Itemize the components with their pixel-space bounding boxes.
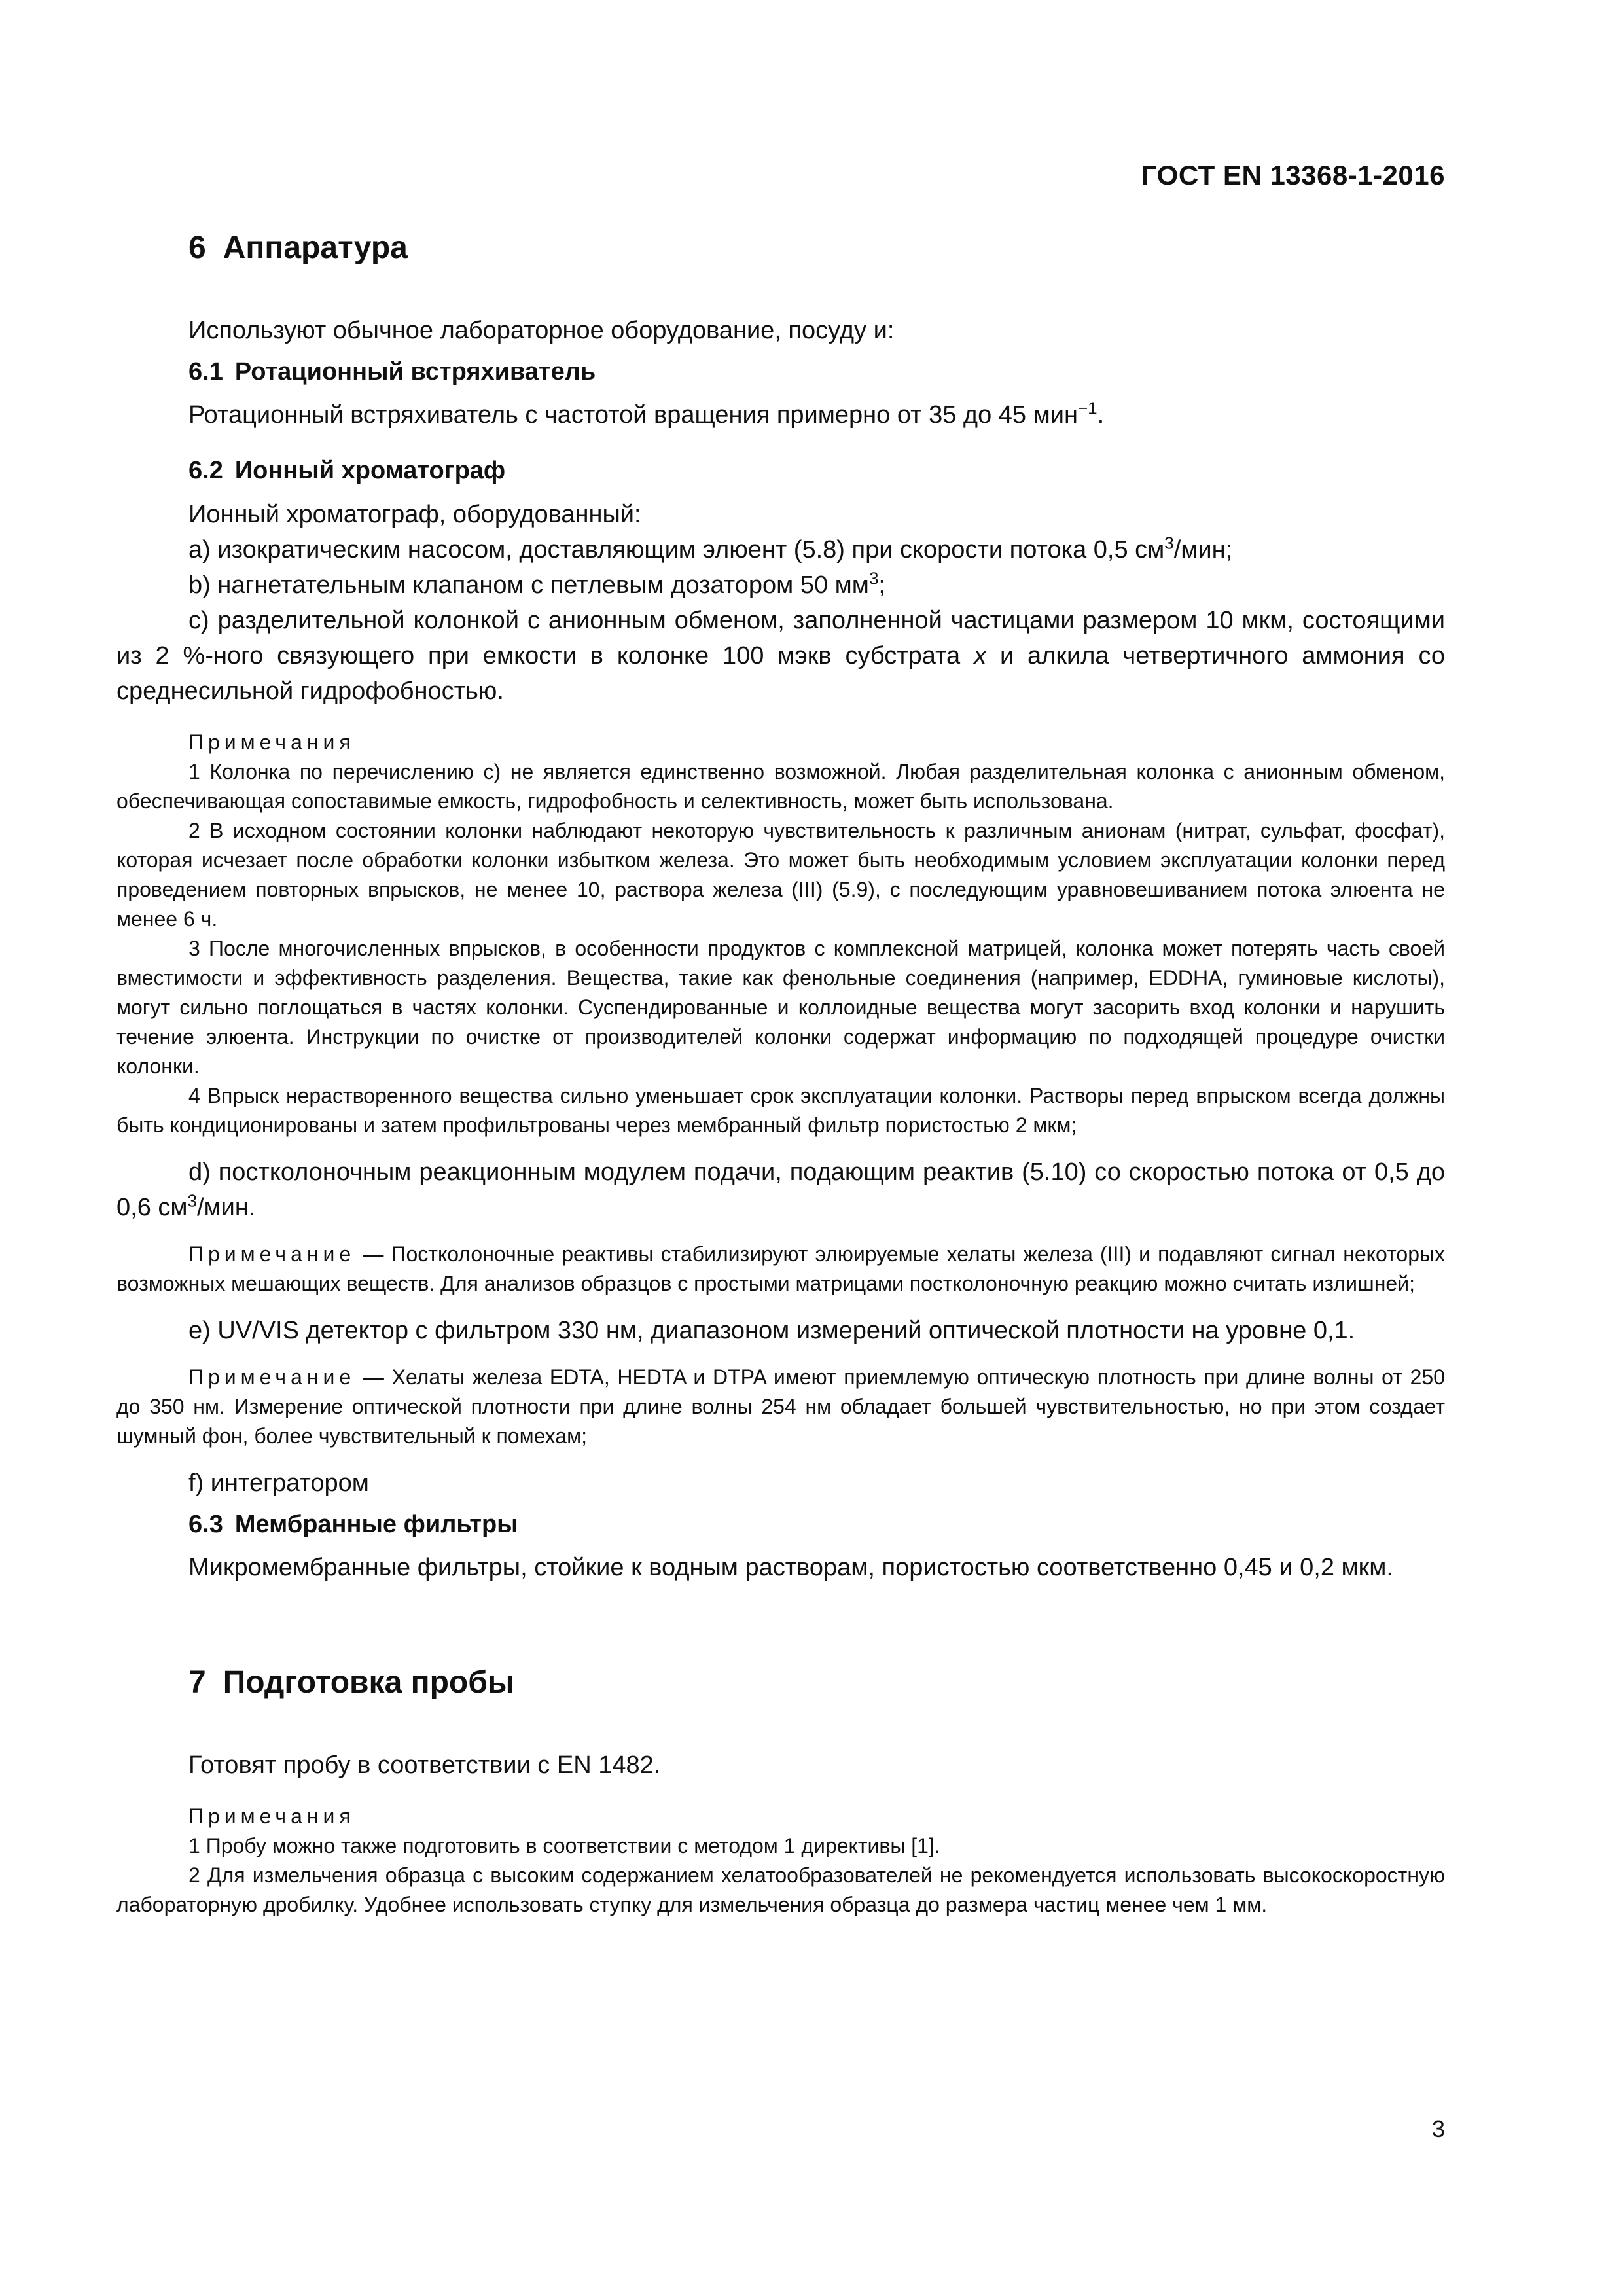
- subsection-6-3-heading: [188, 1510, 1445, 1540]
- subsection-6-1-text: [116, 397, 1445, 433]
- list-item-b-tail: ;: [878, 571, 885, 599]
- section-6-heading: [188, 229, 1445, 267]
- section-6-title: Аппаратура: [223, 230, 408, 265]
- subsection-6-3-title: Мембранные фильтры: [234, 1510, 518, 1538]
- list-item-f: f) интегратором: [188, 1469, 369, 1497]
- standard-code-header: ГОСТ EN 13368-1-2016: [1141, 160, 1445, 190]
- spacer: [116, 1585, 1445, 1664]
- spacer: [116, 1140, 1445, 1155]
- list-item-c-italic: х: [974, 641, 987, 670]
- page-content: [116, 229, 1445, 1920]
- note-4: 4 Впрыск нерастворенного вещества сильно уменьшает срок эксплуатации колонки. Растворы перед впрыском всегда должны быть кондиционированы и затем профильтрованы через мембранный фильтр пористостью 2 мкм;: [116, 1083, 1445, 1137]
- list-item-d-sup: 3: [187, 1191, 197, 1211]
- subsection-6-2-heading: [188, 456, 1445, 486]
- note-item-d: [116, 1240, 1445, 1299]
- list-item-b: [116, 567, 1445, 603]
- spacer: [116, 1299, 1445, 1313]
- subsection-6-1-sup: −1: [1077, 398, 1097, 418]
- document-page: [116, 0, 1445, 2296]
- section-7-note-2: 2 Для измельчения образца с высоким содержанием хелатообразователей не рекомендуется использовать высокоскоростную лабораторную дробилку. Удобнее использовать ступку для измельчения образца до размера частиц менее чем 1 мм.: [116, 1863, 1445, 1916]
- page-number: 3: [1431, 2115, 1445, 2142]
- section-7-note-1: 1 Пробу можно также подготовить в соответствии с методом 1 директивы [1].: [188, 1833, 940, 1857]
- section-7-text: Готовят пробу в соответствии с EN 1482.: [188, 1751, 661, 1779]
- section-7-number: 7: [188, 1665, 206, 1700]
- subsection-6-1-number: 6.1: [188, 357, 223, 386]
- section-6-intro: Используют обычное лабораторное оборудование, посуду и:: [188, 316, 895, 344]
- list-item-c-text-start: с) разделительной колонкой с анионным обменом, заполненной частицами размером 10 мкм, состоящими из 2 %-ного связующего при емкости в колонке 100 мэкв субстрата: [116, 606, 1445, 670]
- note-item-d-text: — Постколоночные реактивы стабилизируют элюируемые хелаты железа (III) и подавляют сигнал некоторых возможных мешающих веществ. Для анализов образцов с простыми матрицами постколоночную реакцию можно считать излишней;: [116, 1242, 1445, 1295]
- list-item-a-sup: 3: [1164, 533, 1174, 553]
- subsection-6-2-title: Ионный хроматограф: [234, 457, 506, 485]
- note-3: 3 После многочисленных впрысков, в особенности продуктов с комплексной матрицей, колонка может потерять часть своей вместимости и эффективность разделения. Вещества, такие как фенольные соединения (например, EDDHA, гуминовые кислоты), могут сильно поглощаться в частях колонки. Суспендированные и коллоидные вещества могут засорить вход колонки и нарушить течение элюента. Инструкции по очистке от производителей колонки содержат информацию по подходящей процедуре очистки колонки.: [116, 936, 1445, 1078]
- subsection-6-1-heading: [188, 357, 1445, 387]
- section-6-number: 6: [188, 230, 206, 265]
- list-item-d: [116, 1155, 1445, 1225]
- notes-heading-7: Примечания: [188, 1804, 355, 1828]
- list-item-a-text: а) изократическим насосом, доставляющим элюент (5.8) при скорости потока 0,5 см: [188, 535, 1165, 564]
- spacer: [116, 1348, 1445, 1363]
- section-7-heading: [188, 1664, 1445, 1702]
- subsection-6-1-title: Ротационный встряхиватель: [234, 357, 596, 386]
- note-item-e-label: Примечание: [188, 1365, 356, 1389]
- spacer: [116, 433, 1445, 447]
- note-2: 2 В исходном состоянии колонки наблюдают некоторую чувствительность к различным анионам (нитрат, сульфат, фосфат), которая исчезает после обработки колонки избытком железа. Это может быть необходимым условием эксплуатации колонки перед проведением повторных впрысков, не менее 10, раствора железа (III) (5.9), с последующим уравновешиванием потока элюента не менее 6 ч.: [116, 818, 1445, 931]
- list-item-d-text: d) постколоночным реакционным модулем подачи, подающим реактив (5.10) со скоростью потока от 0,5 до 0,6 см: [116, 1158, 1445, 1221]
- subsection-6-3-text: Микромембранные фильтры, стойкие к водным растворам, пористостью соответственно 0,45 и 0,2 мкм.: [188, 1554, 1393, 1582]
- list-item-e: е) UV/VIS детектор с фильтром 330 нм, диапазоном измерений оптической плотности на уровне 0,1.: [188, 1316, 1355, 1344]
- section-7-title: Подготовка пробы: [223, 1665, 514, 1700]
- list-item-a-tail: /мин;: [1173, 535, 1233, 564]
- subsection-6-1-tail: .: [1097, 401, 1105, 429]
- list-item-c: [116, 603, 1445, 709]
- note-item-d-label: Примечание: [188, 1242, 356, 1266]
- list-item-b-sup: 3: [868, 568, 879, 588]
- subsection-6-1-text-main: Ротационный встряхиватель с частотой вращения примерно от 35 до 45 мин: [188, 401, 1078, 429]
- note-item-e-text: — Хелаты железа EDTA, HEDTA и DTPA имеют приемлемую оптическую плотность при длине волны от 250 до 350 нм. Измерение оптической плотности при длине волны 254 нм обладает большей чувствительностью, но при этом создает шумный фон, более чувствительный к помехам;: [116, 1365, 1445, 1448]
- note-item-e: [116, 1363, 1445, 1451]
- spacer: [116, 1225, 1445, 1240]
- spacer: [116, 1451, 1445, 1465]
- notes-heading-6-2: Примечания: [188, 730, 355, 754]
- list-item-d-tail: /мин.: [196, 1193, 256, 1221]
- subsection-6-3-number: 6.3: [188, 1510, 223, 1538]
- list-item-b-text: b) нагнетательным клапаном с петлевым дозатором 50 мм: [188, 571, 869, 599]
- list-item-a: [116, 532, 1445, 567]
- subsection-6-2-intro: Ионный хроматограф, оборудованный:: [188, 500, 641, 528]
- subsection-6-2-number: 6.2: [188, 457, 223, 485]
- note-1: 1 Колонка по перечислению с) не является единственно возможной. Любая разделительная колонка с анионным обменом, обеспечивающая сопоставимые емкость, гидрофобность и селективность, может быть использована.: [116, 759, 1445, 813]
- list-item-c-text-end: и алкила четвертичного аммония со среднесильной гидрофобностью.: [116, 641, 1445, 705]
